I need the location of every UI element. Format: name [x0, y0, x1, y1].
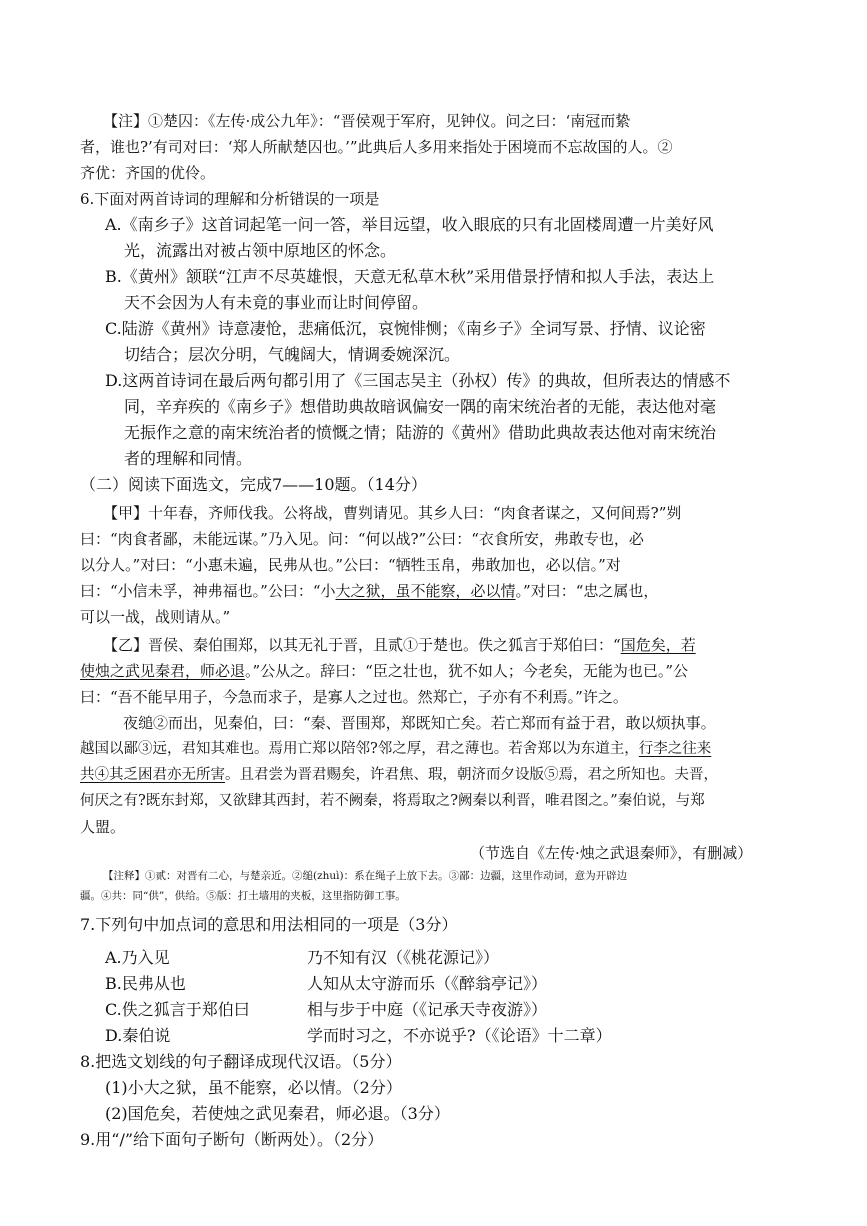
note-line: 【注】①楚囚：《左传·成公九年》：“晋侯观于军府，见钟仪。问之曰：‘南冠而絷 [103, 112, 631, 130]
option-b-cont: 天不会因为人有未竟的事业而让时间停留。 [124, 293, 429, 312]
option-left: C.佚之狐言于郑伯曰 [105, 1000, 250, 1019]
option-d-cont: 同，辛弃疾的《南乡子》想借助典故暗讽偏安一隅的南宋统治者的无能，表达他对毫 [124, 397, 717, 416]
text: 。”对曰：“忠之属也， [515, 582, 659, 600]
option-left: A.乃入见 [105, 948, 170, 967]
passage-line [103, 632, 696, 658]
option-right: 学而时习之，不亦说乎?（《论语》十二章） [307, 1026, 612, 1045]
option-d: D.这两首诗词在最后两句都引用了《三国志吴主（孙权）传》的典故，但所表达的情感不 [105, 371, 731, 390]
passage-line [80, 658, 688, 684]
question-stem: 6.下面对两首诗词的理解和分析错误的一项是 [80, 190, 380, 208]
underlined-sentence: 国危矣，若 [620, 636, 696, 654]
note-line: 齐优：齐国的优伶。 [80, 164, 216, 182]
passage-line: 可以一战，战则请从。” [80, 608, 231, 626]
sub-question: (2)国危矣，若使烛之武见秦君，师必退。（3分） [105, 1104, 450, 1123]
annotation-line: 疆。④共：同“供”，供给。⑤版：打土墙用的夹板，这里指防御工事。 [80, 890, 406, 902]
passage-line [80, 736, 711, 762]
passage-line: 【甲】十年春，齐师伐我。公将战，曹刿请见。其乡人曰：“肉食者谋之，又何间焉?”刿 [103, 504, 682, 522]
section-heading: （二）阅读下面选文，完成7——10题。（14分） [80, 475, 427, 494]
passage-line: 曰：“吾不能早用子，今急而求子，是寡人之过也。然郑亡，子亦有不利焉。”许之。 [80, 688, 628, 706]
option-d-cont: 无振作之意的南宋统治者的愤慨之情；陆游的《黄州》借助此典故表达他对南宋统治 [124, 423, 717, 442]
question-9-stem: 9.用“/”给下面句子断句（断两处）。（2分） [80, 1130, 384, 1149]
option-right: 乃不知有汉（《桃花源记》） [307, 948, 500, 967]
passage-line: 夜缒②而出，见秦伯，曰：“秦、晋围郑，郑既知亡矣。若亡郑而有益于君，敢以烦执事。 [123, 714, 716, 732]
text: 曰：“小信未孚，神弗福也。”公曰：“小 [80, 582, 336, 600]
annotation-line: 【注释】①贰：对晋有二心，与楚亲近。②缒(zhuì)：系在绳子上放下去。③鄙：边疆，这里作动词，意为开辟边 [103, 870, 628, 882]
option-right: 相与步于中庭（《记承天寺夜游》） [307, 1000, 548, 1019]
text: 。且君尝为晋君赐矣，许君焦、瑕，朝济而夕设版⑤焉，君之所知也。夫晋， [225, 767, 718, 783]
passage-line: 何厌之有?既东封郑，又欲肆其西封，若不阙秦，将焉取之?阙秦以利晋，唯君图之。”秦伯说，与郑 [80, 793, 705, 809]
passage-source: （节选自《左传·烛之武退秦师》，有删减） [470, 844, 753, 862]
option-a: A.《南乡子》这首词起笔一问一答，举目远望，收入眼底的只有北固楼周遭一片美好风 [105, 215, 714, 234]
option-c: C.陆游《黄州》诗意凄怆，悲痛低沉，哀惋悱恻；《南乡子》全词写景、抒情、议论密 [105, 319, 706, 338]
option-d-cont: 者的理解和同情。 [124, 449, 253, 468]
text: 。”公从之。辞曰：“臣之壮也，犹不如人；今老矣，无能为也已。”公 [245, 662, 689, 680]
text: 越国以鄙③远，君知其难也。焉用亡郑以陪邻?邻之厚，君之薄也。若舍郑以为东道主， [80, 741, 639, 757]
note-line: 者，谁也?’有司对曰：‘郑人所献楚囚也。’”此典后人多用来指处于困境而不忘故国的人。② [80, 138, 673, 156]
passage-line: 曰：“肉食者鄙，未能远谋。”乃入见。问：“何以战?”公曰：“衣食所安，弗敢专也，必 [80, 530, 644, 548]
passage-line: 以分人。”对曰：“小惠未遍，民弗从也。”公曰：“牺牲玉帛，弗敢加也，必以信。”对 [80, 556, 621, 574]
option-a-cont: 光，流露出对被占领中原地区的怀念。 [124, 241, 397, 260]
sub-question: (1)小大之狱，虽不能察，必以情。（2分） [105, 1078, 402, 1097]
question-stem: 7.下列句中加点词的意思和用法相同的一项是（3分） [80, 915, 458, 934]
text: 【乙】晋侯、秦伯围郑，以其无礼于晋，且贰①于楚也。佚之狐言于郑伯曰：“ [103, 636, 621, 654]
question-stem: 8.把选文划线的句子翻译成现代汉语。（5分） [80, 1052, 402, 1071]
passage-line [80, 762, 718, 788]
underlined-sentence: 行李之往来 [638, 741, 712, 757]
underlined-sentence: 使烛之武见秦君，师必退 [80, 662, 246, 680]
option-b: B.《黄州》颔联“江声不尽英雄恨，天意无私草木秋”采用借景抒情和拟人手法，表达上 [105, 267, 715, 286]
option-right: 人知从太守游而乐（《醉翁亭记》） [307, 974, 548, 993]
underlined-sentence: 共④其乏困君亦无所害 [80, 767, 225, 783]
option-left: B.民弗从也 [105, 974, 186, 993]
passage-line: 人盟。 [80, 818, 126, 836]
underlined-sentence: 大之狱，虽不能察，必以情 [335, 582, 516, 600]
passage-line [80, 578, 658, 604]
option-left: D.秦伯说 [105, 1026, 171, 1045]
option-c-cont: 切结合；层次分明，气魄阔大，情调委婉深沉。 [124, 345, 461, 364]
